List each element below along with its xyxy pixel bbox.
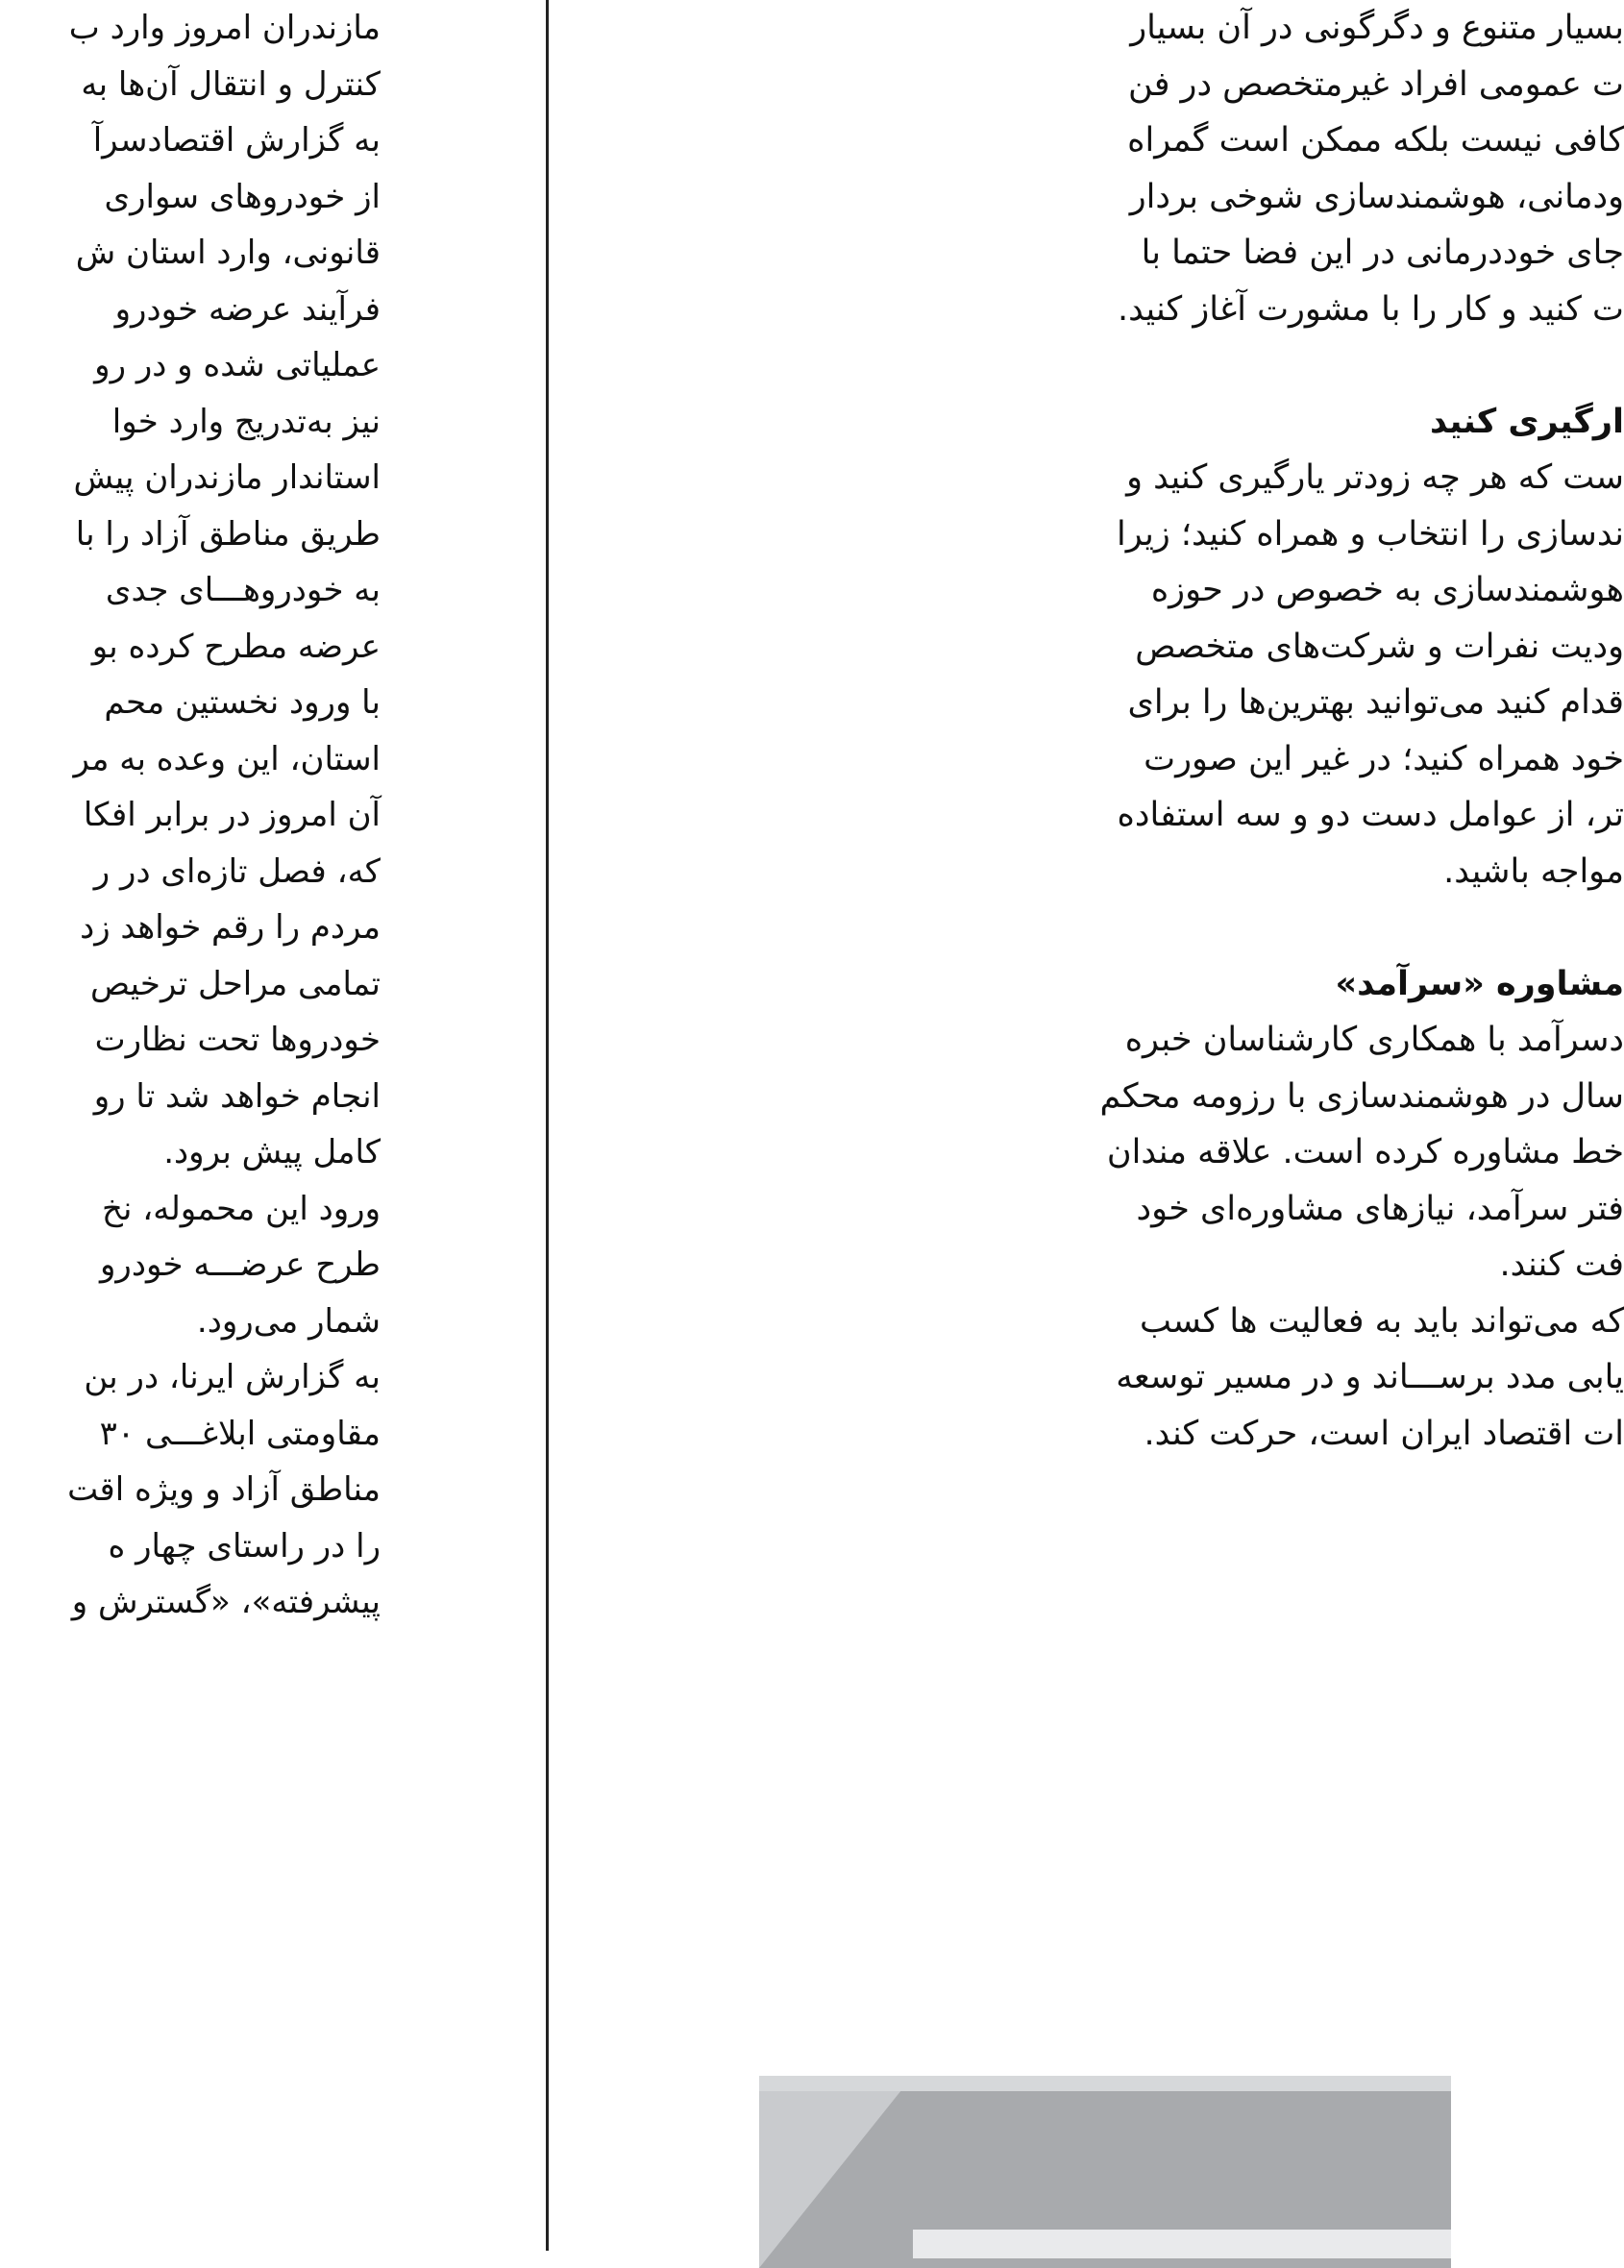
text-line: قدام کنید می‌توانید بهترین‌ها را برای bbox=[1127, 683, 1624, 722]
text-line: جای خوددرمانی در این فضا حتما با bbox=[1141, 234, 1624, 272]
text-line: طرح عرضـــه خودرو bbox=[100, 1245, 381, 1284]
text-line: کامل پیش برود. bbox=[163, 1133, 381, 1171]
text-line: خود همراه کنید؛ در غیر این صورت bbox=[1144, 739, 1624, 778]
left-column bbox=[0, 0, 381, 1631]
text-line: یابی مدد برســـاند و در مسیر توسعه bbox=[1116, 1358, 1624, 1396]
text-line: عملیاتی شده و در رو bbox=[94, 346, 381, 384]
text-line: سال در هوشمندسازی با رزومه محکم bbox=[1099, 1076, 1624, 1116]
text-line: نیز به‌تدریج وارد خوا bbox=[111, 402, 381, 441]
text-line: به گزارش اقتصادسرآ bbox=[92, 121, 381, 160]
text-line: کافی نیست بلکه ممکن است گمراه bbox=[1127, 121, 1624, 160]
text-line: ست که هر چه زودتر یارگیری کنید و bbox=[1126, 458, 1624, 497]
text-line: مازندران امروز وارد ب bbox=[68, 9, 381, 47]
text-line: تر، از عوامل دست دو و سه استفاده bbox=[1117, 796, 1624, 834]
text-line: قانونی، وارد استان ش bbox=[75, 234, 381, 272]
text-line: که می‌تواند باید به فعالیت ها کسب bbox=[1139, 1301, 1624, 1341]
text-line: ت کنید و کار را با مشورت آغاز کنید. bbox=[1117, 289, 1624, 329]
text-line: که، فصل تازه‌ای در ر bbox=[93, 851, 381, 891]
gray-box-panel bbox=[913, 2230, 1451, 2258]
column-divider bbox=[546, 0, 549, 2251]
text-line: به گزارش ایرنا، در بن bbox=[84, 1358, 381, 1396]
text-line: بسیار متنوع و دگرگونی در آن بسیار bbox=[1130, 9, 1624, 47]
text-line: طریق مناطق آزاد را با bbox=[75, 514, 381, 554]
text-line: خط مشاوره کرده است. علاقه مندان bbox=[1106, 1133, 1624, 1171]
text-line: هوشمندسازی به خصوص در حوزه bbox=[1150, 571, 1624, 609]
text-line: ودمانی، هوشمندسازی شوخی بردار bbox=[1129, 177, 1624, 216]
text-line: خودروها تحت نظارت bbox=[94, 1021, 381, 1059]
text-line: ات اقتصاد ایران است، حرکت کند. bbox=[1144, 1414, 1624, 1453]
section-heading: مشاوره «سرآمد» bbox=[1335, 964, 1624, 1003]
text-line: فت کنند. bbox=[1499, 1245, 1624, 1284]
text-line: ورود این محموله، نخ bbox=[102, 1189, 381, 1228]
text-line: مقاومتی ابلاغـــی ۳۰ bbox=[99, 1414, 381, 1453]
text-line: از خودروهای سواری bbox=[104, 177, 381, 216]
text-line: مردم را رقم خواهد زد bbox=[80, 908, 381, 947]
text-line: ت عمومی افراد غیرمتخصص در فن bbox=[1128, 64, 1624, 104]
text-line: مواجه باشید. bbox=[1443, 851, 1624, 891]
text-line: را در راستای چهار ه bbox=[108, 1526, 381, 1565]
text-line: فرآیند عرضه خودرو bbox=[114, 289, 381, 329]
text-line: با ورود نخستین محم bbox=[104, 683, 381, 722]
section-heading: ارگیری کنید bbox=[1430, 402, 1624, 441]
gray-box-bevel bbox=[759, 2076, 913, 2268]
text-line: فتر سرآمد، نیازهای مشاوره‌ای خود bbox=[1136, 1189, 1624, 1228]
text-line: تمامی مراحل ترخیص bbox=[90, 964, 381, 1003]
text-line: دسرآمد با همکاری کارشناسان خبره bbox=[1124, 1021, 1624, 1059]
gray-box-edge bbox=[759, 2076, 1451, 2091]
text-line: پیشرفته»، «گسترش و bbox=[71, 1583, 381, 1621]
text-line: به خودروهـــای جدی bbox=[105, 571, 381, 609]
text-line: استاندار مازندران پیش bbox=[73, 458, 381, 497]
text-line: شمار می‌رود. bbox=[196, 1301, 381, 1341]
text-line: مناطق آزاد و ویژه اقت bbox=[67, 1470, 381, 1509]
right-column bbox=[759, 0, 1624, 1462]
text-line: آن امروز در برابر افکا bbox=[83, 796, 381, 834]
text-line: ندسازی را انتخاب و همراه کنید؛ زیرا bbox=[1117, 514, 1624, 554]
text-line: عرضه مطرح کرده بو bbox=[91, 627, 381, 666]
text-line: استان، این وعده به مر bbox=[73, 739, 381, 778]
text-line: ودیت نفرات و شرکت‌های متخصص bbox=[1135, 627, 1624, 666]
text-line: کنترل و انتقال آن‌ها به bbox=[81, 64, 381, 104]
text-line: انجام خواهد شد تا رو bbox=[93, 1076, 381, 1116]
